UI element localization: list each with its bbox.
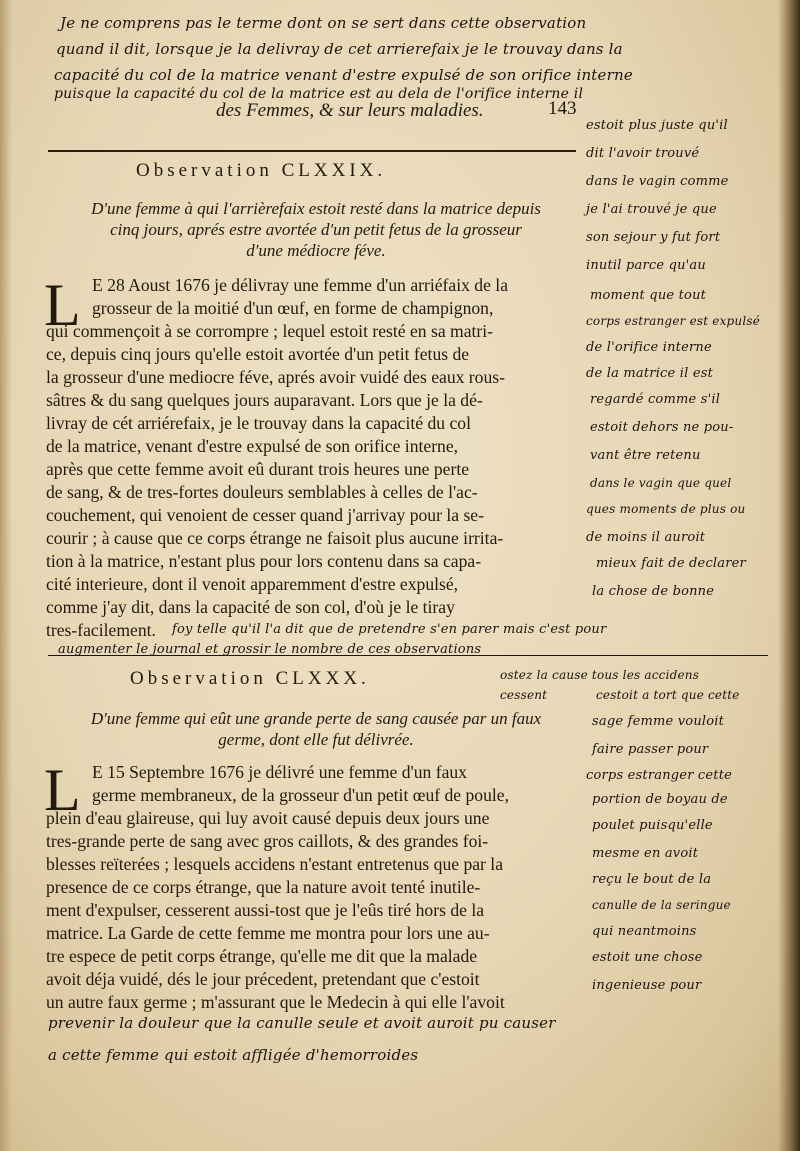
margin-note-line: ostez la cause tous les accidens: [500, 668, 700, 682]
margin-note-line: reçu le bout de la: [592, 872, 712, 887]
body-line: livray de cét arriérefaix, je le trouvay dans la capacité du col: [46, 413, 471, 433]
margin-note-line: mieux fait de declarer: [596, 556, 746, 571]
margin-note-line: corps estranger cette: [586, 768, 733, 783]
handwritten-top-line: puisque la capacité du col de la matrice est au dela de l'orifice interne il: [54, 86, 584, 102]
body-line: E 15 Septembre 1676 je délivré une femme d'un faux: [92, 762, 467, 782]
margin-note-line: dans le vagin comme: [586, 174, 729, 189]
body-line: tre espece de petit corps étrange, qu'elle me dit que la malade: [46, 946, 478, 966]
body-line: avoit déja vuidé, dés le jour précedent, pretendant que c'estoit: [46, 969, 480, 989]
margin-note-line: son sejour y fut fort: [586, 230, 721, 245]
margin-note-line: inutil parce qu'au: [586, 258, 706, 273]
margin-note-line: je l'ai trouvé je que: [586, 202, 717, 217]
header-rule: [48, 150, 576, 152]
margin-note-line: vant être retenu: [590, 448, 701, 463]
body-line: cité interieure, dont il venoit apparemment d'estre expulsé,: [46, 574, 459, 594]
margin-note-line: canulle de la seringue: [592, 898, 731, 912]
body-line: couchement, qui venoient de cesser quand j'arrivay pour la se-: [46, 505, 484, 525]
margin-note-line: portion de boyau de: [592, 792, 728, 807]
handwritten-note-line: augmenter le journal et grossir le nombre de ces observations: [58, 642, 482, 657]
page-left-edge: [0, 0, 12, 1151]
margin-note-line: mesme en avoit: [592, 846, 699, 861]
margin-note-line: estoit plus juste qu'il: [586, 118, 728, 133]
handwritten-bottom-line: a cette femme qui estoit affligée d'hemorroides: [48, 1046, 419, 1064]
body-line: E 28 Aoust 1676 je délivray une femme d'un arriéfaix de la: [92, 275, 509, 295]
drop-cap: L: [44, 757, 81, 823]
margin-note-line: dans le vagin que quel: [590, 476, 732, 490]
body-line: blesses reïterées ; lesquels accidens n'estant entretenus que par la: [46, 854, 504, 874]
margin-note-line: ques moments de plus ou: [586, 502, 746, 516]
body-line: ce, depuis cinq jours qu'elle estoit avortée d'un petit fetus de: [46, 344, 470, 364]
margin-note-line: estoit une chose: [592, 950, 703, 965]
summary-line: cinq jours, aprés estre avortée d'un petit fetus de la grosseur: [110, 220, 522, 239]
body-line: comme j'ay dit, dans la capacité de son col, d'où je le tiray: [46, 597, 455, 617]
margin-note-line: cestoit a tort que cette: [596, 688, 740, 702]
body-line: la grosseur d'une mediocre féve, aprés avoir vuidé des eaux rous-: [46, 367, 505, 387]
body-line: presence de ce corps étrange, que la nature avoit tenté inutile-: [46, 877, 481, 897]
margin-note-line: corps estranger est expulsé: [586, 314, 761, 328]
margin-note-line: estoit dehors ne pou-: [590, 420, 734, 435]
body-line: tion à la matrice, n'estant plus pour lors contenu dans sa capa-: [46, 551, 482, 571]
margin-note-line: cessent: [500, 688, 548, 702]
margin-note-line: moment que tout: [590, 288, 707, 303]
body-line: tres-grande perte de sang avec gros caillots, & des grandes foi-: [46, 831, 489, 851]
observation-summary: [36, 708, 596, 750]
observation-summary: [36, 198, 596, 261]
summary-line: d'une médiocre féve.: [246, 241, 386, 260]
body-line: matrice. La Garde de cette femme me montra pour lors une au-: [46, 923, 490, 943]
summary-line: D'une femme à qui l'arrièrefaix estoit resté dans la matrice depuis: [91, 199, 541, 218]
body-line: grosseur de la moitié d'un œuf, en forme de champignon,: [92, 298, 494, 318]
summary-line: germe, dont elle fut délivrée.: [218, 730, 414, 749]
margin-note-line: sage femme vouloit: [592, 714, 725, 729]
body-line: germe membraneux, de la grosseur d'un petit œuf de poule,: [92, 785, 509, 805]
observation-title: Observation CLXXIX.: [136, 160, 387, 181]
body-line: ment d'expulser, cesserent aussi-tost que je l'eûs tiré hors de la: [46, 900, 485, 920]
body-line: sâtres & du sang quelques jours auparavant. Lors que je la dé-: [46, 390, 483, 410]
handwritten-top-line: capacité du col de la matrice venant d'estre expulsé de son orifice interne: [54, 66, 633, 84]
margin-note-line: regardé comme s'il: [590, 392, 721, 407]
page-right-edge: [778, 0, 800, 1151]
handwritten-top-line: Je ne comprens pas le terme dont on se sert dans cette observation: [60, 14, 587, 32]
running-head: des Femmes, & sur leurs maladies.: [216, 100, 484, 121]
margin-note-line: dit l'avoir trouvé: [586, 146, 700, 161]
page-number: 143: [548, 98, 577, 119]
margin-note-line: de moins il auroit: [586, 530, 706, 545]
margin-note-line: faire passer pour: [592, 742, 709, 757]
margin-note-line: de l'orifice interne: [586, 340, 712, 355]
body-line: tres-facilement.: [46, 620, 156, 640]
margin-note-line: ingenieuse pour: [592, 978, 702, 993]
body-line: qui commençoit à se corrompre ; lequel estoit resté en sa matri-: [46, 321, 494, 341]
observation-title: Observation CLXXX.: [130, 668, 370, 689]
handwritten-note-line: foy telle qu'il l'a dit que de pretendre s'en parer mais c'est pour: [172, 622, 607, 637]
body-line: plein d'eau glaireuse, qui luy avoit causé depuis deux jours une: [46, 808, 490, 828]
margin-note-line: qui neantmoins: [592, 924, 697, 939]
body-line: après que cette femme avoit eû durant trois heures une perte: [46, 459, 470, 479]
body-line: de sang, & de tres-fortes douleurs semblables à celles de l'ac-: [46, 482, 478, 502]
margin-note-line: poulet puisqu'elle: [592, 818, 713, 833]
summary-line: D'une femme qui eût une grande perte de sang causée par un faux: [90, 709, 542, 728]
handwritten-bottom-line: prevenir la douleur que la canulle seule et avoit auroit pu causer: [48, 1014, 556, 1032]
margin-note-line: la chose de bonne: [592, 584, 715, 599]
body-line: de la matrice, venant d'estre expulsé de son orifice interne,: [46, 436, 459, 456]
handwritten-top-line: quand il dit, lorsque je la delivray de cet arrierefaix je le trouvay dans la: [56, 40, 623, 58]
body-line: courir ; à cause que ce corps étrange ne faisoit plus aucune irrita-: [46, 528, 504, 548]
margin-note-line: de la matrice il est: [586, 366, 714, 381]
handwritten-rule: [48, 655, 768, 656]
body-line: un autre faux germe ; m'assurant que le Medecin à qui elle l'avoit: [46, 992, 505, 1012]
drop-cap: L: [44, 272, 81, 338]
